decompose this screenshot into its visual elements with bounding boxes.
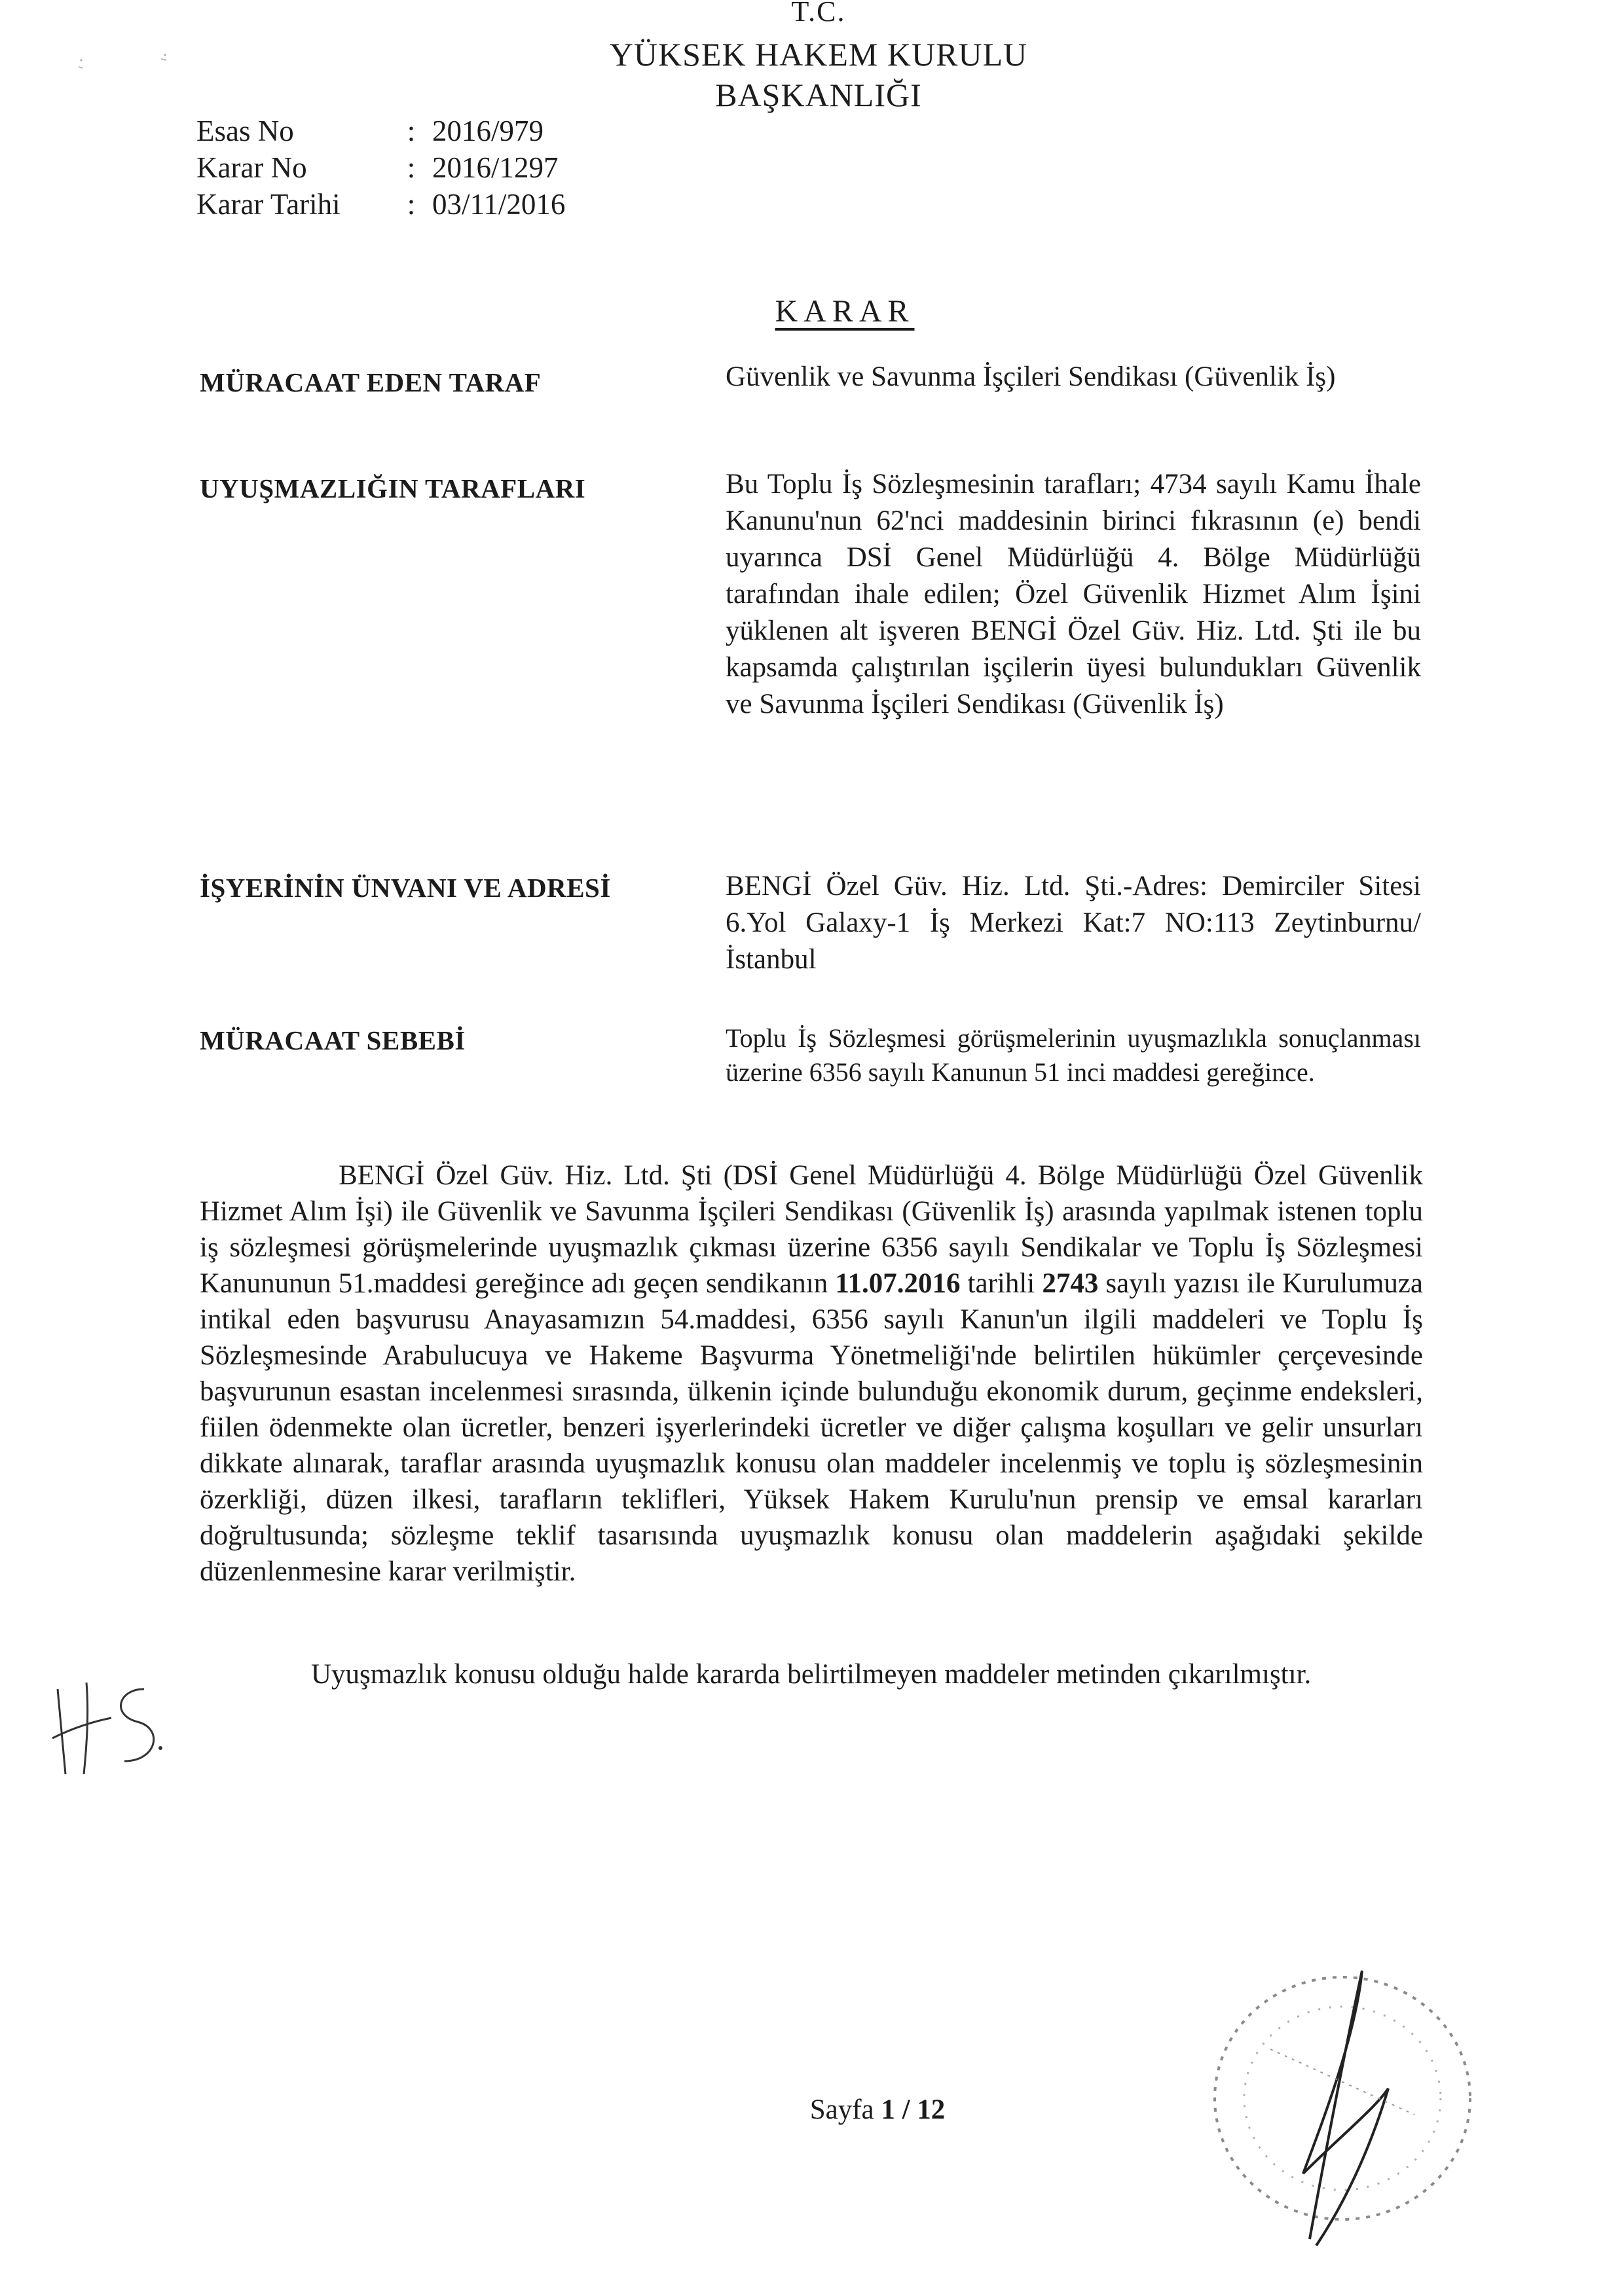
main-date: 11.07.2016 bbox=[835, 1268, 961, 1299]
section-label-parties: UYUŞMAZLIĞIN TARAFLARI bbox=[200, 473, 586, 503]
meta-row-karar bbox=[196, 149, 565, 186]
meta-label: Karar Tarihi bbox=[196, 188, 341, 221]
meta-separator: : bbox=[407, 151, 416, 184]
main-number: 2743 bbox=[1042, 1268, 1099, 1299]
meta-row-esas bbox=[196, 113, 565, 149]
main-paragraph bbox=[200, 1157, 1423, 1590]
meta-separator: : bbox=[407, 188, 416, 221]
scan-artifact bbox=[39, 33, 210, 75]
header-org-line1: YÜKSEK HAKEM KURULU bbox=[609, 36, 1028, 73]
case-metadata bbox=[196, 113, 565, 223]
meta-value: 2016/1297 bbox=[432, 151, 559, 184]
page-number: 1 / 12 bbox=[881, 2094, 946, 2125]
signature-stamp-icon bbox=[1192, 1958, 1506, 2255]
section-label-reason: MÜRACAAT SEBEBİ bbox=[200, 1025, 466, 1055]
meta-label: Karar No bbox=[196, 151, 307, 184]
main-text-part1: BENGİ Özel Güv. Hiz. Ltd. Şti (DSİ Genel Müdürlüğü 4. Bölge Müdürlüğü Özel Güvenlik Hizmet Alım İşi) ile Güvenlik ve Savunma İşçileri Sendikası (Güvenlik İş) arasında yapılmak istenen toplu iş sözleşmesi görüşmelerinde uyuşmazlık çıkması üzerine 6356 sayılı Sendikalar ve Toplu İş Sözleşmesi Kanununun 51.maddesi gereğince adı geçen sendikanın bbox=[200, 1160, 1423, 1299]
section-body-applicant: Güvenlik ve Savunma İşçileri Sendikası (Güvenlik İş) bbox=[726, 361, 1336, 392]
meta-label: Esas No bbox=[196, 115, 294, 147]
note-paragraph: Uyuşmazlık konusu olduğu halde kararda belirtilmeyen maddeler metinden çıkarılmıştır. bbox=[311, 1659, 1312, 1690]
meta-value: 2016/979 bbox=[432, 115, 544, 147]
section-body-workplace: BENGİ Özel Güv. Hiz. Ltd. Şti.-Adres: Demirciler Sitesi 6.Yol Galaxy-1 İş Merkezi Kat:7 NO:113 Zeytinburnu/İstanbul bbox=[726, 871, 1421, 975]
handwritten-initials-icon bbox=[46, 1676, 177, 1791]
footer-prefix: Sayfa bbox=[809, 2094, 881, 2125]
section-body-reason: Toplu İş Sözleşmesi görüşmelerinin uyuşmazlıkla sonuçlanması üzerine 6356 sayılı Kanunun 51 inci maddesi gereğince. bbox=[726, 1023, 1421, 1087]
main-text-part2: tarihli bbox=[960, 1268, 1043, 1299]
header-org-line2: BAŞKANLIĞI bbox=[715, 77, 922, 113]
main-text-part3: sayılı yazısı ile Kurulumuza intikal eden başvurusu Anayasamızın 54.maddesi, 6356 sayılı Kanun'un ilgili maddeleri ve Toplu İş Sözleşmesinde Arabulucuya ve Hakeme Başvurma Yönetmeliği'nde belirtilen hükümler çerçevesinde başvurunun esastan incelenmesi sırasında, ülkenin içinde bulunduğu ekonomik durum, geçinme endeksleri, fiilen ödenmekte olan ücretler, benzeri işyerlerindeki ücretler ve diğer çalışma koşulları ve gelir unsurları dikkate alınarak, taraflar arasında uyuşmazlık konusu olan maddeler incelenmiş ve toplu iş sözleşmesinin özerkliği, düzen ilkesi, tarafların teklifleri, Yüksek Hakem Kurulu'nun prensip ve emsal kararları doğrultusunda; sözleşme teklif tasarısında uyuşmazlık konusu olan maddelerin aşağıdaki şekilde düzenlenmesine karar verilmiştir. bbox=[200, 1268, 1423, 1587]
section-label-workplace: İŞYERİNİN ÜNVANI VE ADRESİ bbox=[200, 873, 611, 903]
section-body-parties: Bu Toplu İş Sözleşmesinin tarafları; 4734 sayılı Kamu İhale Kanunu'nun 62'nci maddesinin birinci fıkrasının (e) bendi uyarınca DSİ Genel Müdürlüğü 4. Bölge Müdürlüğü tarafından ihale edilen; Özel Güvenlik Hizmet Alım İşini yüklenen alt işveren BENGİ Özel Güv. Hiz. Ltd. Şti ile bu kapsamda çalıştırılan işçilerin üyesi bulundukları Güvenlik ve Savunma İşçileri Sendikası (Güvenlik İş) bbox=[726, 469, 1421, 720]
decision-title: KARAR bbox=[775, 294, 915, 329]
header-organization bbox=[576, 34, 1061, 115]
page-footer bbox=[720, 2094, 1035, 2126]
meta-row-tarih bbox=[196, 186, 565, 223]
meta-value: 03/11/2016 bbox=[432, 188, 566, 221]
section-label-applicant: MÜRACAAT EDEN TARAF bbox=[200, 367, 542, 397]
meta-separator: : bbox=[407, 115, 416, 147]
header-tc: T.C. bbox=[791, 0, 846, 24]
